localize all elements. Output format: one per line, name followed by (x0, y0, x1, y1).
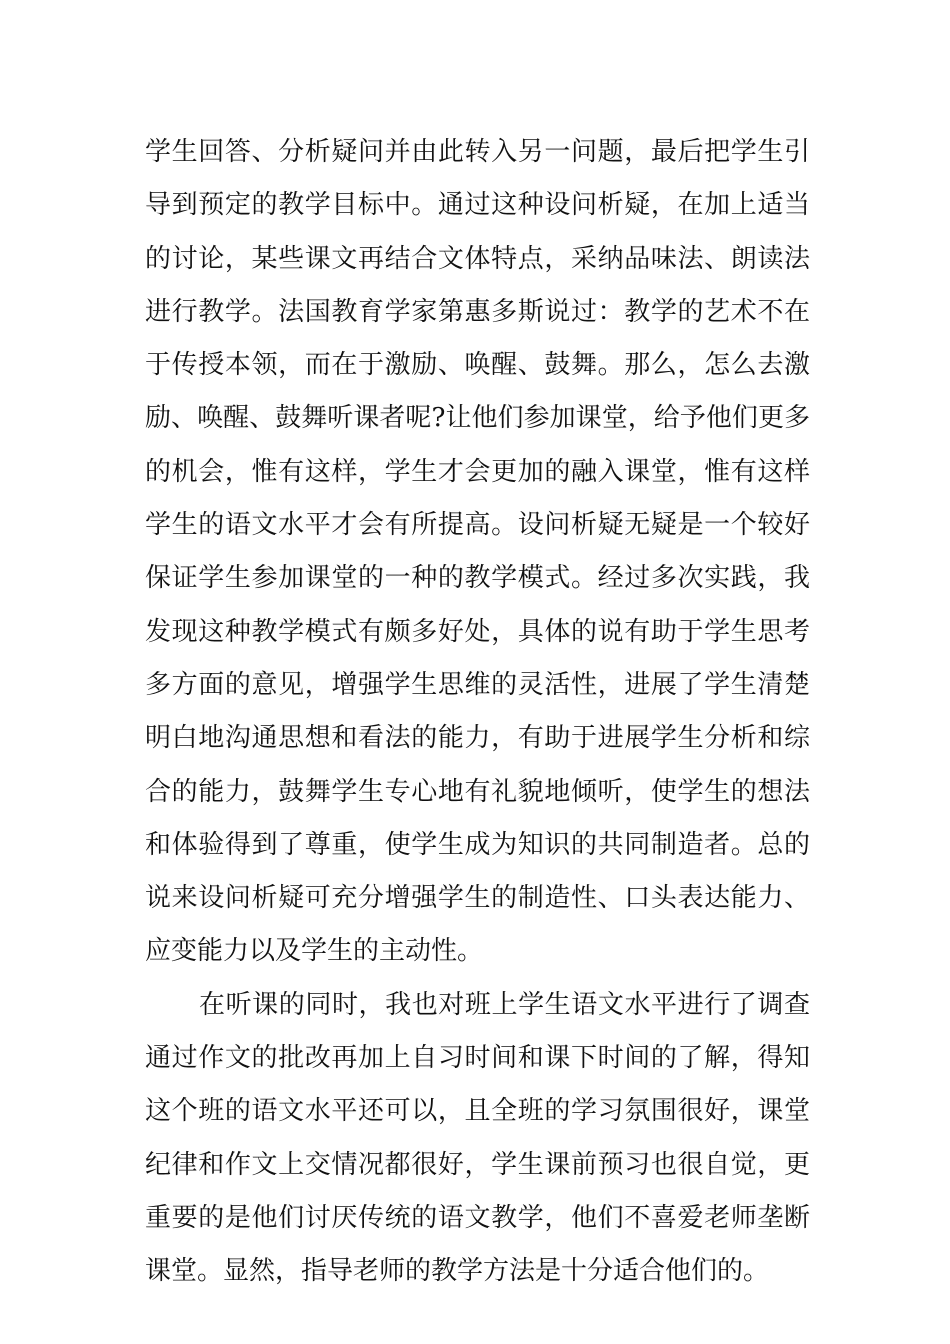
text-line: 明白地沟通思想和看法的能力，有助于进展学生分析和综 (145, 723, 810, 754)
text-line: 发现这种教学模式有颇多好处，具体的说有助于学生思考 (145, 616, 810, 647)
text-line: 和体验得到了尊重，使学生成为知识的共同制造者。总的 (145, 829, 810, 860)
text-line: 进行教学。法国教育学家第惠多斯说过：教学的艺术不在 (145, 296, 810, 327)
text-line: 学生的语文水平才会有所提高。设问析疑无疑是一个较好 (145, 510, 810, 541)
text-line: 合的能力，鼓舞学生专心地有礼貌地倾听，使学生的想法 (145, 776, 810, 807)
text-line: 说来设问析疑可充分增强学生的制造性、口头表达能力、 (145, 883, 810, 914)
body-text (145, 126, 810, 1299)
paragraph-start-line: 在听课的同时，我也对班上学生语文水平进行了调查 (199, 989, 810, 1020)
paragraph-end-line: 应变能力以及学生的主动性。 (145, 936, 484, 967)
text-line: 导到预定的教学目标中。通过这种设问析疑，在加上适当 (145, 190, 810, 221)
text-line: 多方面的意见，增强学生思维的灵活性，进展了学生清楚 (145, 669, 810, 700)
text-line: 的机会，惟有这样，学生才会更加的融入课堂，惟有这样 (145, 456, 810, 487)
text-line: 纪律和作文上交情况都很好，学生课前预习也很自觉，更 (145, 1149, 810, 1180)
text-line: 保证学生参加课堂的一种的教学模式。经过多次实践，我 (145, 563, 810, 594)
text-line: 这个班的语文水平还可以，且全班的学习氛围很好，课堂 (145, 1096, 810, 1127)
text-line: 通过作文的批改再加上自习时间和课下时间的了解，得知 (145, 1043, 810, 1074)
text-line: 励、唤醒、鼓舞听课者呢?让他们参加课堂，给予他们更多 (145, 403, 810, 434)
text-line: 于传授本领，而在于激励、唤醒、鼓舞。那么，怎么去激 (145, 350, 810, 381)
text-line: 的讨论，某些课文再结合文体特点，采纳品味法、朗读法 (145, 243, 810, 274)
text-line: 学生回答、分析疑问并由此转入另一问题，最后把学生引 (145, 137, 810, 167)
text-line: 重要的是他们讨厌传统的语文教学，他们不喜爱老师垄断 (145, 1202, 810, 1233)
paragraph-end-line: 课堂。显然，指导老师的教学方法是十分适合他们的。 (145, 1256, 770, 1287)
